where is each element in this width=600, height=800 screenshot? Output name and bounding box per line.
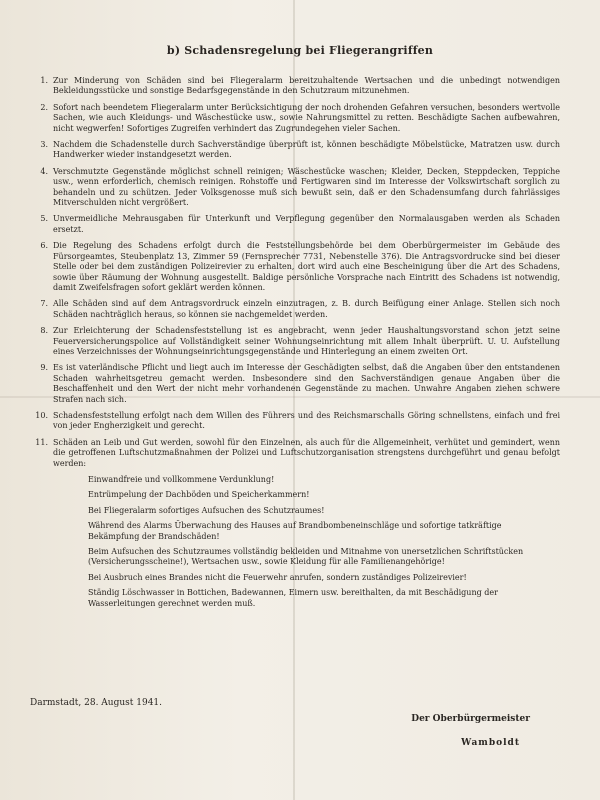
item-text: Unvermeidliche Mehrausgaben für Unterkunft und Verpflegung gegenüber den Normalausgaben werden als Schaden ersetzt. [53,214,560,234]
document-sheet [20,28,580,788]
signer-title: Der Oberbürgermeister [411,714,530,724]
list-item [30,438,560,469]
item-number: 11. [35,437,48,447]
list-item [30,167,560,209]
place-date: Darmstadt, 28. August 1941. [30,698,163,708]
item-text: Zur Minderung von Schäden sind bei Fliegeralarm bereitzuhaltende Wertsachen und die unbedingt notwendigen Bekleidungsstücke und sonstige Bedarfsgegenstände in den Schutzraum mitzunehmen. [53,76,560,96]
measure-line: Ständig Löschwasser in Bottichen, Badewannen, Eimern usw. bereithalten, da mit Beschädigung der Wasserleitungen gerechnet werden muß. [88,588,498,608]
list-item [30,241,560,293]
item-number: 6. [40,241,48,251]
numbered-list [30,76,560,614]
list-item [30,214,560,235]
item-number: 1. [40,76,48,85]
measures-list [88,475,528,609]
measure-line: Beim Aufsuchen des Schutzraumes vollständig bekleiden und Mitnahme von unersetzlichen Schriftstücken (Versicherungsscheine!), Wertsachen usw., sowie Kleidung für alle Familienangehörige! [88,547,524,567]
measure-line: Einwandfreie und vollkommene Verdunklung! [88,475,275,484]
item-number: 7. [40,299,48,309]
item-text: Nachdem die Schadenstelle durch Sachverständige überprüft ist, können beschädigte Möbelstücke, Matratzen usw. durch Handwerker wieder instandgesetzt werden. [53,140,560,160]
item-number: 3. [40,140,48,150]
item-text: Zur Erleichterung der Schadensfeststellung ist es angebracht, wenn jeder Haushaltungsvorstand schon jetzt seine Feuerversicherungspolice auf Vollständigkeit seiner Wohnungseinrichtung mit allem Inhalt überprüft. U. U. Aufstellung eines Verzeichnisses der Wohnungseinrichtungsgegenstände und Hinterlegung an einem zweiten Ort. [53,326,560,356]
list-item [30,363,560,405]
item-number: 5. [40,214,48,224]
list-item [30,76,560,97]
item-number: 10. [35,410,48,420]
list-item [30,411,560,432]
document-footer [30,698,560,778]
list-item [30,299,560,320]
item-text: Sofort nach beendetem Fliegeralarm unter Berücksichtigung der noch drohenden Gefahren versuchen, besonders wertvolle Sachen, wie auch Kleidungs- und Wäschestücke usw., sowie Nahrungsmittel zu retten. Beschädigte Sachen aufbewahren, nicht wegwerfen! Sofortiges Zugreifen verhindert das Zugrundegehen vieler Sachen. [53,102,560,133]
item-text: Schadensfeststellung erfolgt nach dem Willen des Führers und des Reichsmarschalls Göring schnellstens, einfach und frei von jeder Engherzigkeit und gerecht. [53,410,560,431]
measure-line: Bei Ausbruch eines Brandes nicht die Feuerwehr anrufen, sondern zuständiges Polizeirevier! [88,572,467,582]
list-item [30,103,560,134]
item-text: Die Regelung des Schadens erfolgt durch die Feststellungsbehörde bei dem Oberbürgermeister im Gebäude des Fürsorgeamtes, Steubenplatz 13, Zimmer 59 (Fernsprecher 7731, Nebenstelle 376). Die Antragsvordrucke sind bei dieser Stelle oder bei dem zuständigen Polizeirevier zu erhalten, dort wird auch eine Bescheinigung über die Art des Schadens, sowie über Räumung der Wohnung ausgestellt. Baldige persönliche Vorsprache nach Eintritt des Schadens ist notwendig, damit Zweifelsfragen sofort geklärt werden können. [53,241,560,292]
document-heading: b) Schadensregelung bei Fliegerangriffen [166,44,434,57]
item-number: 4. [40,166,48,176]
item-number: 9. [40,363,48,373]
list-item [30,140,560,161]
signer-name: Wamboldt [461,738,520,748]
list-item [30,326,560,357]
item-text: Schäden an Leib und Gut werden, sowohl für den Einzelnen, als auch für die Allgemeinheit, verhütet und gemindert, wenn die getroffenen Luftschutzmaßnahmen der Polizei und Luftschutzorganisation strengstens durchgeführt und genau befolgt werden: [53,437,560,468]
item-text: Es ist vaterländische Pflicht und liegt auch im Interesse der Geschädigten selbst, daß die Angaben über den entstandenen Schaden wahrheitsgetreu gemacht werden. Insbesondere sind den Sachverständigen genaue Angaben über die Beschaffenheit und den Wert der nicht mehr vorhandenen Gegenstände zu machen. Unwahre Angaben ziehen schwere Strafen nach sich. [53,363,560,404]
item-number: 2. [40,102,48,112]
item-text: Alle Schäden sind auf dem Antragsvordruck einzeln einzutragen, z. B. durch Beifügung einer Anlage. Stellen sich noch Schäden nachträglich heraus, so können sie nachgemeldet werden. [53,299,560,319]
item-number: 8. [40,326,48,336]
measure-line: Bei Fliegeralarm sofortiges Aufsuchen des Schutzraumes! [88,505,325,515]
measure-line: Entrümpelung der Dachböden und Speicherkammern! [88,490,310,500]
measure-line: Während des Alarms Überwachung des Hauses auf Brandbombeneinschläge und sofortige tatkräftige Bekämpfung der Brandschäden! [88,521,502,541]
item-text: Verschmutzte Gegenstände möglichst schnell reinigen; Wäschestücke waschen; Kleider, Decken, Steppdecken, Teppiche usw., wenn erforderlich, chemisch reinigen. Rohstoffe und Fertigwaren sind im Interesse der Volkswirtschaft sorglich zu behandeln und zu schützen. Jeder Volksgenosse muß sich bewußt sein, daß er den Schadensumfang durch fahrlässiges Mitverschulden nicht vergrößert. [53,166,560,208]
